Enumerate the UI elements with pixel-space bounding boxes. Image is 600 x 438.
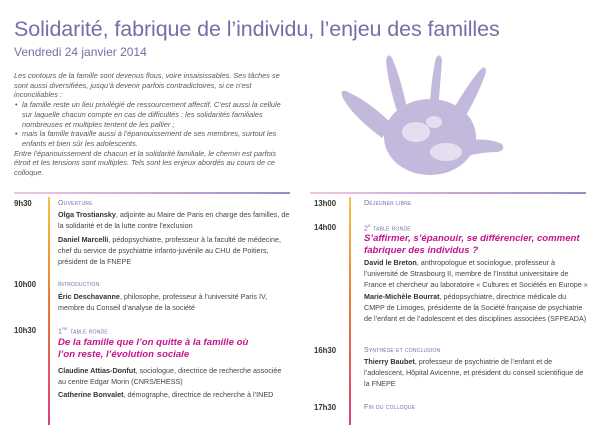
page-title: Solidarité, fabrique de l’individu, l’enjeu des familles xyxy=(14,17,500,41)
round-table-title: S’affirmer, s’épanouir, se différencier, comment fabriquer des individus ? xyxy=(364,233,580,256)
event-date: Vendredi 24 janvier 2014 xyxy=(14,45,147,59)
intro-paragraph: Entre l’épanouissement de chacun et la solidarité familiale, le chemin est parfois étroit et les tensions sont multiples. Tels sont les enjeux abordés au cours de ce colloque. xyxy=(14,148,277,178)
speaker-entry xyxy=(58,366,290,388)
speaker-role: , adjointe au Maire de Paris en charge des familles, de la solidarité et de la lutte contre l’exclusion xyxy=(58,210,290,230)
time-label: 10h30 xyxy=(14,326,37,335)
speaker-name: Marie-Michèle Bourrat xyxy=(364,292,440,301)
section-label: Fin du colloque xyxy=(364,404,416,411)
intro-text xyxy=(14,71,290,178)
speaker-entry xyxy=(364,357,588,389)
timeline-line xyxy=(48,197,50,425)
intro-paragraph: Les contours de la famille sont devenus flous, voire insaisissables. Ses tâches se sont aussi diversifiées, jusqu’à devenir parfois contradictoires, si ce n’est inconciliables : xyxy=(14,71,280,100)
speaker-name: Catherine Bonvalet xyxy=(58,390,124,399)
time-label: 17h30 xyxy=(314,403,337,412)
speaker-role: , sociologue, directrice de recherche associée au centre Edgar Morin (CNRS/EHESS) xyxy=(58,366,282,386)
intro-bullet: • mais la famille travaille aussi à l’épanouissement de ses membres, surtout les enfants et bien sûr les adolescents. xyxy=(14,129,290,148)
time-label: 13h00 xyxy=(314,199,337,208)
section-label: 2e table ronde xyxy=(364,223,411,233)
speaker-entry xyxy=(58,235,290,267)
section-label: Ouverture xyxy=(58,200,93,207)
speaker-name: Claudine Attias-Donfut xyxy=(58,366,136,375)
speaker-name: Daniel Marcelli xyxy=(58,235,109,244)
speaker-role: , professeur de psychiatrie de l’enfant et de l’adolescent, Hôpital Avicenne, et président du conseil scientifique de la FNEPE xyxy=(364,357,584,388)
time-label: 14h00 xyxy=(314,223,337,232)
round-table-title: De la famille que l’on quitte à la famille où l’on reste, l’évolution sociale xyxy=(58,337,249,360)
intro-bullets xyxy=(14,100,290,149)
speaker-entry xyxy=(58,210,290,232)
speaker-entry xyxy=(58,292,290,314)
hand-illustration xyxy=(330,52,505,187)
intro-bullet: • la famille reste un lieu privilégié de ressourcement affectif. C’est aussi la cellule sur laquelle chacun compte en cas de difficultés : les solidarités familiales nombreuses et multiples tentent de les pallier ; xyxy=(14,100,290,129)
speaker-role: , démographe, directrice de recherche à l’INED xyxy=(123,390,274,399)
speaker-role: , anthropologue et sociologue, professeur à l’université de Strasbourg II, membre de l’Institut universitaire de France et chercheur au laboratoire « Cultures et Sociétés en Europe » xyxy=(364,258,588,289)
speaker-name: Olga Trostiansky xyxy=(58,210,116,219)
divider xyxy=(310,192,586,194)
time-label: 16h30 xyxy=(314,346,337,355)
speaker-name: Thierry Baubet xyxy=(364,357,415,366)
speaker-role: , philosophe, professeur à l’université Paris IV, membre du Conseil d’analyse de la société xyxy=(58,292,268,312)
speaker-role: , pédopsychiatre, professeur à la faculté de médecine, chef du service de psychiatrie infanto-juvénile au CHU de Poitiers, président de la FNEPE xyxy=(58,235,281,266)
speaker-entry xyxy=(364,258,588,290)
speaker-entry xyxy=(58,390,290,401)
speaker-entry xyxy=(364,292,588,324)
time-label: 9h30 xyxy=(14,199,32,208)
section-label: Introduction xyxy=(58,281,100,288)
section-label: Déjeuner libre xyxy=(364,200,412,207)
section-label: 1re table ronde xyxy=(58,326,108,336)
time-label: 10h00 xyxy=(14,280,37,289)
section-label: Synthèse et conclusion xyxy=(364,347,441,354)
timeline-line xyxy=(349,197,351,425)
speaker-name: David le Breton xyxy=(364,258,417,267)
speaker-role: , pédopsychiatre, directrice médicale du CMPP de Limoges, présidente de la Société française de psychiatrie de l’enfant et de l’adolescent et des disciplines associées (SFPEADA) xyxy=(364,292,587,323)
speaker-name: Éric Deschavanne xyxy=(58,292,120,301)
divider xyxy=(14,192,290,194)
